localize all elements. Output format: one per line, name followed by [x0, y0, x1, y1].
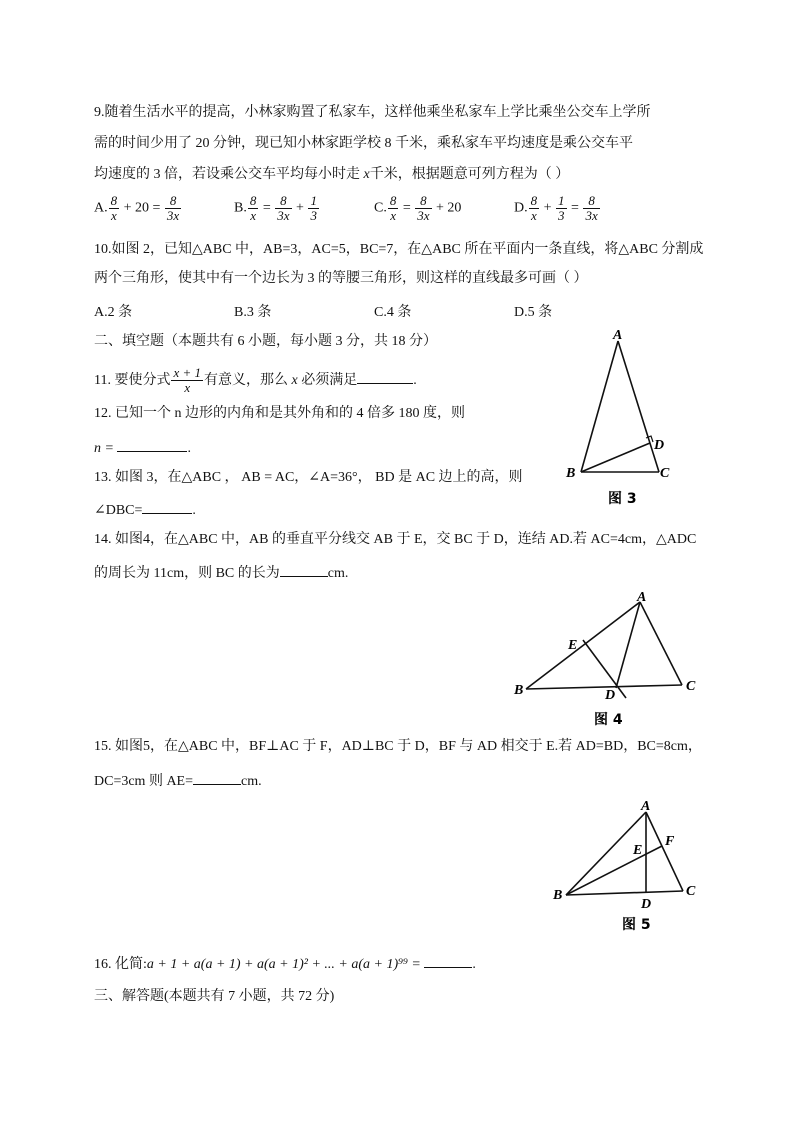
fig4-side-bc [526, 685, 682, 689]
fraction: $\frac{8}{3x}$ [166, 193, 180, 223]
fraction: $\frac{8}{x}$ [530, 193, 538, 223]
fraction: $\frac{8}{x}$ [389, 193, 397, 223]
operator-text: = [399, 200, 415, 216]
fig3-label-d: D [654, 438, 665, 453]
q9-option-label: A. [94, 200, 108, 216]
q9-option-label: C. [374, 200, 387, 216]
fraction: $\frac{1}{3}$ [558, 193, 565, 223]
fig5-label-d: D [641, 897, 652, 912]
q9-option-b[interactable] [234, 194, 320, 223]
q14-answer-blank[interactable] [280, 562, 328, 577]
fig4-label-e: E [568, 638, 578, 653]
fig3-side-ab [581, 341, 618, 472]
q12-answer-blank[interactable] [117, 437, 187, 452]
fig4-label-d: D [605, 688, 616, 703]
fig4-segment-ad [616, 602, 640, 688]
fig5-caption: 图 5 [622, 917, 651, 933]
fig4-label-a: A [637, 590, 647, 605]
fig4-caption: 图 4 [594, 712, 623, 728]
figure-3 [560, 325, 680, 510]
q16: 16. 化简:a + 1 + a(a + 1) + a(a + 1)² + ... + a(a + 1)⁹⁹ = . [94, 953, 476, 974]
fig5-label-b: B [553, 888, 563, 903]
fig4-label-b: B [514, 683, 524, 698]
operator-text: = [567, 200, 583, 216]
fig3-side-ac [618, 341, 659, 472]
section2-heading: 二、填空题（本题共有 6 小题，每小题 3 分，共 18 分） [94, 334, 437, 349]
operator-text: + [292, 200, 308, 216]
q9-option-a[interactable] [94, 194, 182, 223]
fig5-altitude-bf [566, 846, 662, 895]
fig4-side-ab [526, 602, 640, 689]
q9-line1: 9.随着生活水平的提高，小林家购置了私家车，这样他乘坐私家车上学比乘坐公交车上学所 [94, 105, 651, 120]
fig3-label-c: C [660, 466, 670, 481]
fig3-caption: 图 3 [608, 491, 637, 507]
fig5-label-f: F [665, 834, 675, 849]
fraction: $\frac{8}{3x}$ [417, 193, 430, 223]
q9-line3: 均速度的 3 倍，若设乘公交车平均每小时走 x千米，根据题意可列方程为（ ） [94, 167, 570, 182]
q9-option-label: D. [514, 200, 528, 216]
q10-option-b[interactable]: B.3 条 [234, 305, 272, 320]
fig5-side-bc [566, 891, 683, 895]
q12-line2: n = . [94, 437, 191, 458]
q13-answer-blank[interactable] [142, 499, 192, 514]
q15-answer-blank[interactable] [193, 770, 241, 785]
q9-option-c[interactable] [374, 194, 461, 223]
section3-heading: 三、解答题(本题共有 7 小题，共 72 分) [94, 989, 335, 1004]
q10-option-d[interactable]: D.5 条 [514, 305, 553, 320]
fig5-label-a: A [641, 799, 651, 814]
fraction: $\frac{8}{x}$ [249, 193, 257, 223]
fig3-altitude-bd [581, 443, 650, 472]
fig3-label-b: B [566, 466, 576, 481]
operator-text: = [259, 200, 275, 216]
fraction: $\frac{8}{3x}$ [585, 193, 598, 223]
fig5-label-e: E [633, 843, 643, 858]
figure-5 [545, 795, 715, 940]
q13-line2: ∠DBC= . [94, 499, 196, 520]
operator-text: + 20 [432, 200, 462, 216]
fig5-label-c: C [686, 884, 696, 899]
q9-option-label: B. [234, 200, 247, 216]
q10-line1: 10.如图 2，已知△ABC 中，AB=3，AC=5，BC=7，在△ABC 所在平面内一条直线，将△ABC 分割成 [94, 242, 704, 257]
q14-line1: 14. 如图4，在△ABC 中，AB 的垂直平分线交 AB 于 E，交 BC 于 D，连结 AD.若 AC=4cm，△ADC [94, 532, 697, 547]
q11-answer-blank[interactable] [357, 369, 413, 384]
fig4-label-c: C [686, 679, 696, 694]
fraction: $\frac{8}{x}$ [110, 193, 118, 223]
q11: 11. 要使分式 $\frac{x + 1}{x}$ 有意义，那么 x 必须满足 . [94, 365, 417, 396]
q9-line2: 需的时间少用了 20 分钟，现已知小林家距学校 8 千米，乘私家车平均速度是乘公交车平 [94, 136, 633, 151]
q10-option-a[interactable]: A.2 条 [94, 305, 133, 320]
fraction: $\frac{8}{3x}$ [277, 193, 290, 223]
q9-option-d[interactable] [514, 194, 601, 223]
q16-answer-blank[interactable] [424, 953, 472, 968]
q14-line2: 的周长为 11cm，则 BC 的长为 cm. [94, 562, 348, 583]
operator-text: + [540, 200, 556, 216]
q15-line1: 15. 如图5，在△ABC 中，BF⊥AC 于 F，AD⊥BC 于 D，BF 与 AD 相交于 E.若 AD=BD，BC=8cm， [94, 739, 702, 754]
figure-4 [510, 588, 710, 733]
q15-line2: DC=3cm 则 AE= cm. [94, 770, 262, 791]
q10-option-c[interactable]: C.4 条 [374, 305, 412, 320]
fig4-side-ac [640, 602, 682, 685]
q12-line1: 12. 已知一个 n 边形的内角和是其外角和的 4 倍多 180 度，则 [94, 406, 465, 421]
fraction: $\frac{1}{3}$ [310, 193, 317, 223]
q13-line1: 13. 如图 3，在△ABC ， AB = AC，∠A=36°， BD 是 AC 边上的高，则 [94, 470, 523, 485]
q10-line2: 两个三角形，使其中有一个边长为 3 的等腰三角形，则这样的直线最多可画（ ） [94, 271, 588, 286]
fig3-label-a: A [613, 328, 623, 343]
operator-text: + 20 = [120, 200, 164, 216]
